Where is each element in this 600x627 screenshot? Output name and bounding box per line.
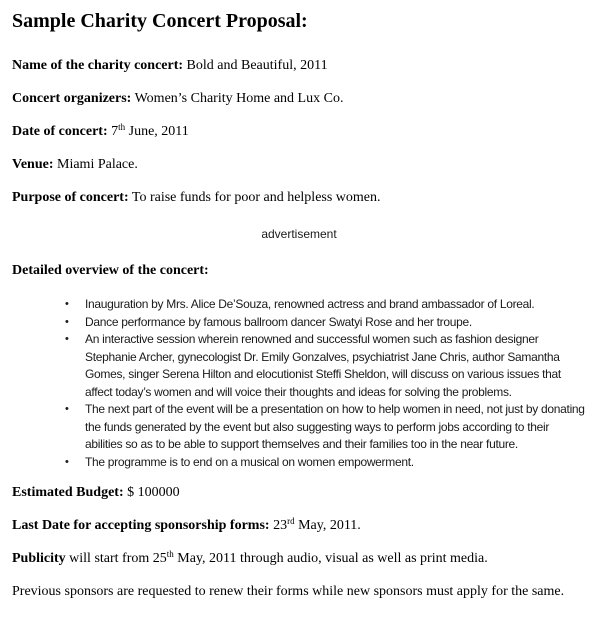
bullet-icon: •: [65, 455, 69, 468]
date-ordinal-superscript: rd: [287, 516, 295, 526]
field-value: Bold and Beautiful, 2011: [186, 58, 328, 73]
field-estimated-budget: [12, 484, 586, 501]
list-item: [65, 454, 586, 472]
list-item: [65, 331, 586, 401]
bullet-text: Inauguration by Mrs. Alice De’Souza, renowned actress and brand ambassador of Loreal.: [85, 297, 535, 311]
closing-paragraph: Previous sponsors are requested to renew their forms while new sponsors must apply for the same.: [12, 584, 565, 599]
field-date-of-concert: [12, 123, 586, 140]
field-value: [111, 124, 189, 139]
field-publicity: [12, 550, 586, 567]
date-day: 23: [273, 518, 288, 533]
field-label: Date of concert:: [12, 124, 108, 139]
date-rest: June, 2011: [125, 124, 189, 139]
list-item: [65, 401, 586, 454]
field-concert-organizers: [12, 90, 586, 107]
list-item: [65, 296, 586, 314]
date-ordinal-superscript: th: [166, 549, 174, 559]
field-label: Venue:: [12, 157, 54, 172]
field-label: Purpose of concert:: [12, 190, 129, 205]
overview-heading: Detailed overview of the concert:: [12, 263, 209, 278]
bullet-icon: •: [65, 333, 69, 345]
field-name-of-concert: [12, 57, 586, 74]
field-label: Last Date for accepting sponsorship forms:: [12, 518, 270, 533]
field-value: Miami Palace.: [57, 157, 138, 172]
field-value: [273, 518, 361, 533]
list-item: [65, 314, 586, 332]
date-ordinal-superscript: th: [118, 122, 126, 132]
bullet-text: Dance performance by famous ballroom dancer Swatyi Rose and her troupe.: [85, 314, 472, 329]
advertisement-label: advertisement: [261, 227, 337, 241]
bullet-icon: •: [65, 298, 69, 310]
date-day: 7: [111, 124, 119, 139]
field-purpose: [12, 189, 586, 206]
field-last-date: [12, 517, 586, 534]
page-title: Sample Charity Concert Proposal:: [12, 10, 308, 32]
bullet-text: An interactive session wherein renowned and successful women such as fashion designer Stephanie Archer, gynecologist Dr. Emily Gonzalves, psychiatrist Jane Chris, author Samantha Gomes, singer Serena Hilton and elocutionist Steffi Sheldon, will discuss on various issues that affect today’s women and will voice their thoughts and ideas for solving the problems.: [85, 332, 561, 399]
bullet-text: The programme is to end on a musical on women empowerment.: [85, 454, 414, 469]
field-label: Concert organizers:: [12, 91, 132, 106]
publicity-pre: will start from 25: [65, 551, 167, 566]
bullet-text: The next part of the event will be a presentation on how to help women in need, not just by donating the funds generated by the event but also suggesting ways to perform jobs according to their abilities so as to be able to support themselves and their families too in the near future.: [85, 402, 585, 451]
publicity-rest: May, 2011 through audio, visual as well as print media.: [173, 551, 488, 566]
field-label: Estimated Budget:: [12, 485, 124, 500]
bullet-icon: •: [65, 315, 69, 328]
overview-bullet-list: [65, 296, 586, 471]
field-label: Publicity: [12, 551, 66, 566]
field-value: To raise funds for poor and helpless women.: [131, 190, 381, 205]
field-venue: [12, 156, 586, 173]
field-label: Name of the charity concert:: [12, 58, 184, 73]
field-value: Women’s Charity Home and Lux Co.: [134, 91, 344, 106]
field-value: $ 100000: [127, 485, 180, 500]
date-rest: May, 2011.: [294, 518, 361, 533]
bullet-icon: •: [65, 403, 69, 415]
